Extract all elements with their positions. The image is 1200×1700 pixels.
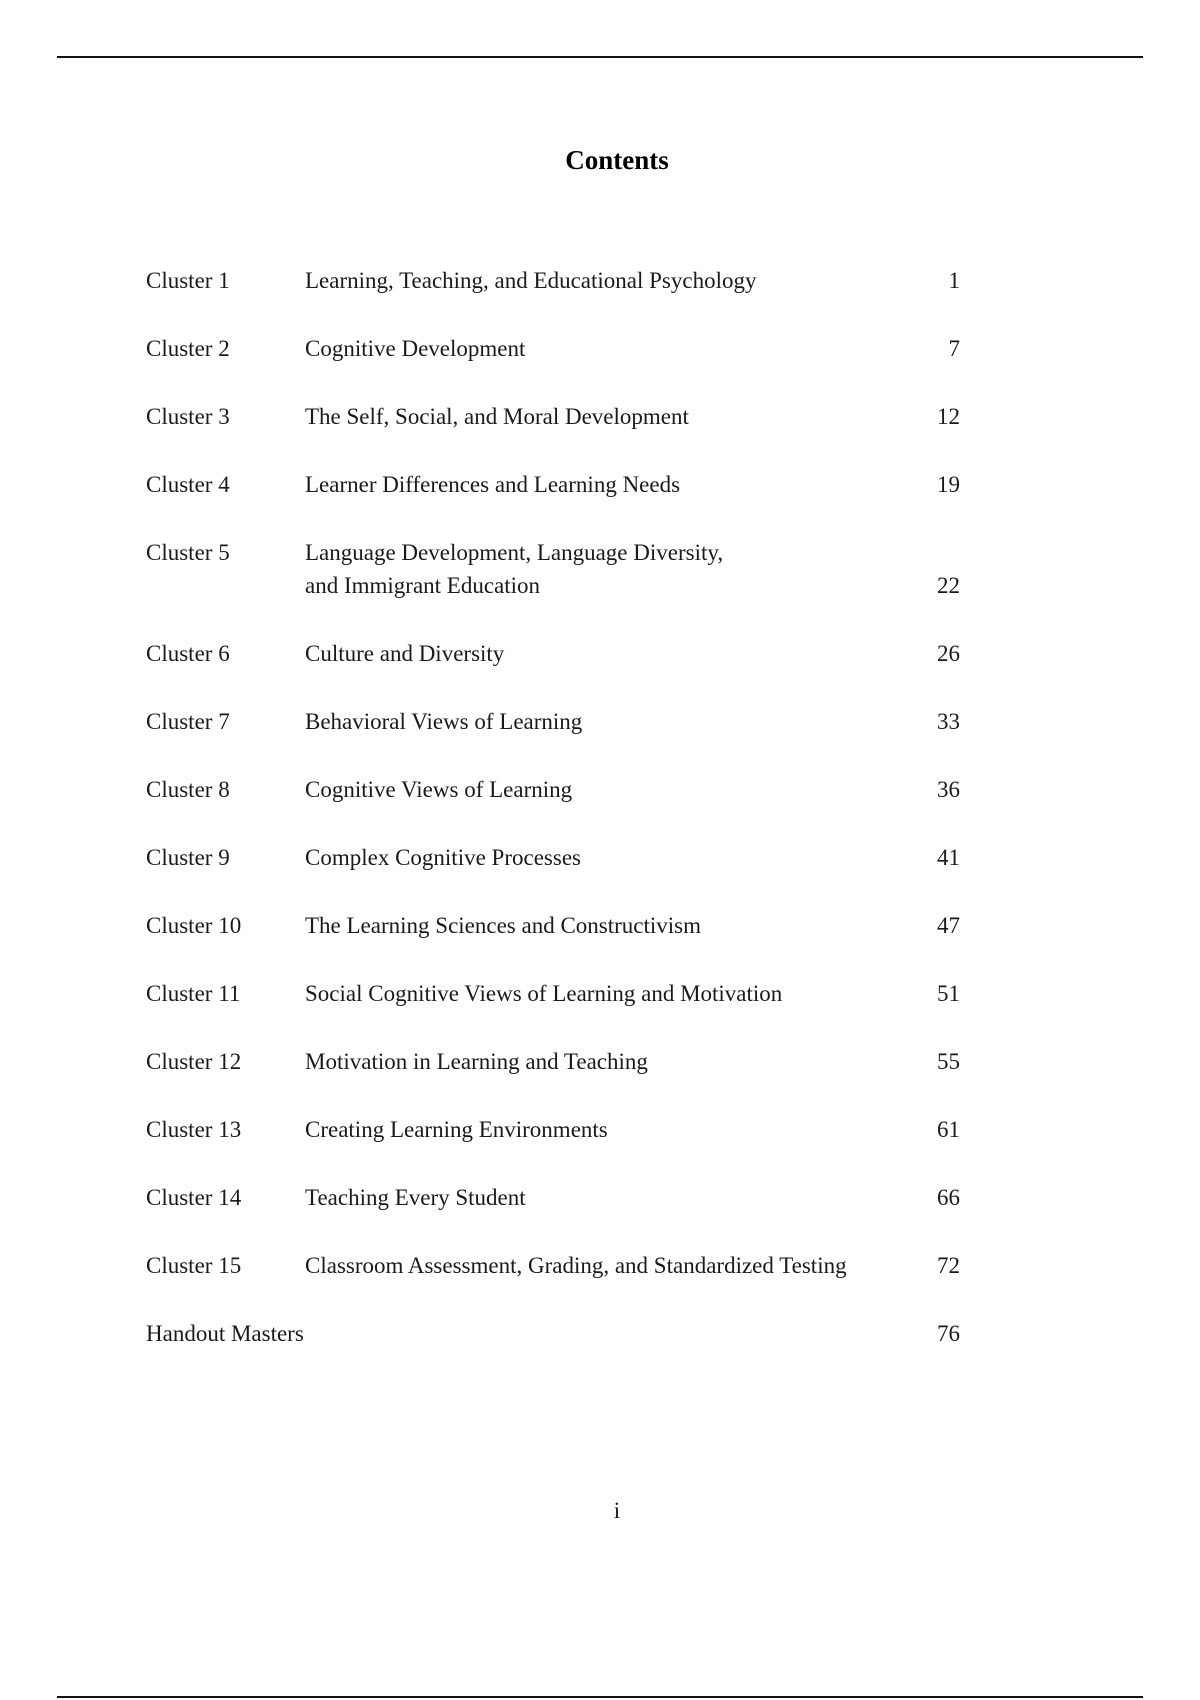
toc-entry-title-line: Classroom Assessment, Grading, and Standardized Testing (305, 1253, 847, 1278)
toc-entry-cluster-label: Cluster 2 (146, 336, 230, 361)
toc-entry-page: 41 (937, 845, 960, 870)
toc-entry-cluster-label: Cluster 1 (146, 268, 230, 293)
toc-entry-title-line: Behavioral Views of Learning (305, 709, 583, 734)
toc-entry-cluster-label: Cluster 15 (146, 1253, 242, 1278)
toc-entry-title (305, 841, 885, 874)
toc-entry-cluster-label: Cluster 6 (146, 641, 230, 666)
page-number: i (613, 1498, 621, 1523)
toc-entry-cluster-label: Cluster 14 (146, 1185, 242, 1210)
toc-entry[interactable] (146, 773, 960, 806)
toc-entry[interactable] (146, 468, 960, 501)
toc-entry[interactable] (146, 637, 960, 670)
toc-entry[interactable] (146, 1045, 960, 1078)
toc-entry-cluster-label: Cluster 13 (146, 1117, 242, 1142)
toc-entry-title (305, 705, 885, 738)
toc-entry[interactable] (146, 841, 960, 874)
toc-entry-page: 76 (937, 1321, 960, 1346)
toc-entry-cluster-label: Cluster 4 (146, 472, 230, 497)
toc-entry-title-line: The Self, Social, and Moral Development (305, 404, 689, 429)
toc-entry-title (305, 332, 885, 365)
toc-entry-handout-masters[interactable] (146, 1317, 960, 1350)
bottom-rule (57, 1696, 1143, 1698)
toc-entry-cluster-label: Cluster 11 (146, 981, 241, 1006)
toc-entry-title (305, 1045, 885, 1078)
toc-entry-title-line: Creating Learning Environments (305, 1117, 608, 1142)
toc-entry-title-line: Teaching Every Student (305, 1185, 526, 1210)
toc-entry-title (305, 637, 885, 670)
toc-entry-title (305, 1249, 885, 1282)
toc-entry-cluster-label: Cluster 7 (146, 709, 230, 734)
toc-entry-page: 26 (937, 641, 960, 666)
toc-entry-page: 36 (937, 777, 960, 802)
toc-entry-title (305, 1113, 885, 1146)
table-of-contents (146, 264, 960, 1385)
toc-entry-cluster-label: Cluster 12 (146, 1049, 242, 1074)
toc-entry[interactable] (146, 1249, 960, 1282)
toc-entry-title-line: Cognitive Views of Learning (305, 777, 573, 802)
toc-entry-title (305, 264, 885, 297)
toc-entry-cluster-label: Cluster 3 (146, 404, 230, 429)
toc-entry-title-line: Learner Differences and Learning Needs (305, 472, 681, 497)
toc-entry[interactable] (146, 705, 960, 738)
toc-entry-title-line: The Learning Sciences and Constructivism (305, 913, 702, 938)
toc-entry-page: 61 (937, 1117, 960, 1142)
toc-entry-title-line: Social Cognitive Views of Learning and Motivation (305, 981, 783, 1006)
toc-entry-page: 51 (937, 981, 960, 1006)
toc-entry-title (305, 468, 885, 501)
toc-entry-title-line: Culture and Diversity (305, 641, 505, 666)
toc-entry-title-line: Motivation in Learning and Teaching (305, 1049, 648, 1074)
toc-entry-title-line: Language Development, Language Diversity, (305, 540, 724, 565)
toc-entry-page: 66 (937, 1185, 960, 1210)
toc-entry[interactable] (146, 264, 960, 297)
toc-entry-title-line: Complex Cognitive Processes (305, 845, 581, 870)
toc-entry-cluster-label: Cluster 10 (146, 913, 242, 938)
toc-entry-title-line: and Immigrant Education (305, 573, 541, 598)
toc-entry-page: 22 (937, 573, 960, 598)
toc-entry[interactable] (146, 1113, 960, 1146)
toc-entry-title-line: Cognitive Development (305, 336, 526, 361)
toc-entry-title (305, 773, 885, 806)
toc-entry[interactable] (146, 977, 960, 1010)
toc-entry-page: 55 (937, 1049, 960, 1074)
toc-entry-title (305, 400, 885, 433)
toc-entry-page: 33 (937, 709, 960, 734)
toc-entry-page: 19 (937, 472, 960, 497)
toc-entry[interactable] (146, 332, 960, 365)
top-rule (57, 56, 1143, 58)
toc-entry-title (305, 977, 885, 1010)
toc-entry-page: 1 (948, 268, 960, 293)
toc-entry-page: 7 (948, 336, 960, 361)
toc-entry-page: 47 (937, 913, 960, 938)
toc-entry-title (305, 909, 885, 942)
toc-entry[interactable] (146, 1181, 960, 1214)
toc-entry[interactable] (146, 909, 960, 942)
toc-entry-page: 12 (937, 404, 960, 429)
page-title: Contents (565, 145, 669, 175)
toc-entry-cluster-label: Cluster 5 (146, 540, 230, 565)
toc-entry[interactable] (146, 400, 960, 433)
toc-entry-cluster-label: Cluster 9 (146, 845, 230, 870)
toc-entry-title (305, 1181, 885, 1214)
toc-entry-title-line: Learning, Teaching, and Educational Psychology (305, 268, 757, 293)
toc-entry-title: Handout Masters (146, 1321, 304, 1346)
toc-entry-title (305, 536, 885, 602)
toc-entry[interactable] (146, 536, 960, 602)
toc-entry-page: 72 (937, 1253, 960, 1278)
toc-entry-cluster-label: Cluster 8 (146, 777, 230, 802)
